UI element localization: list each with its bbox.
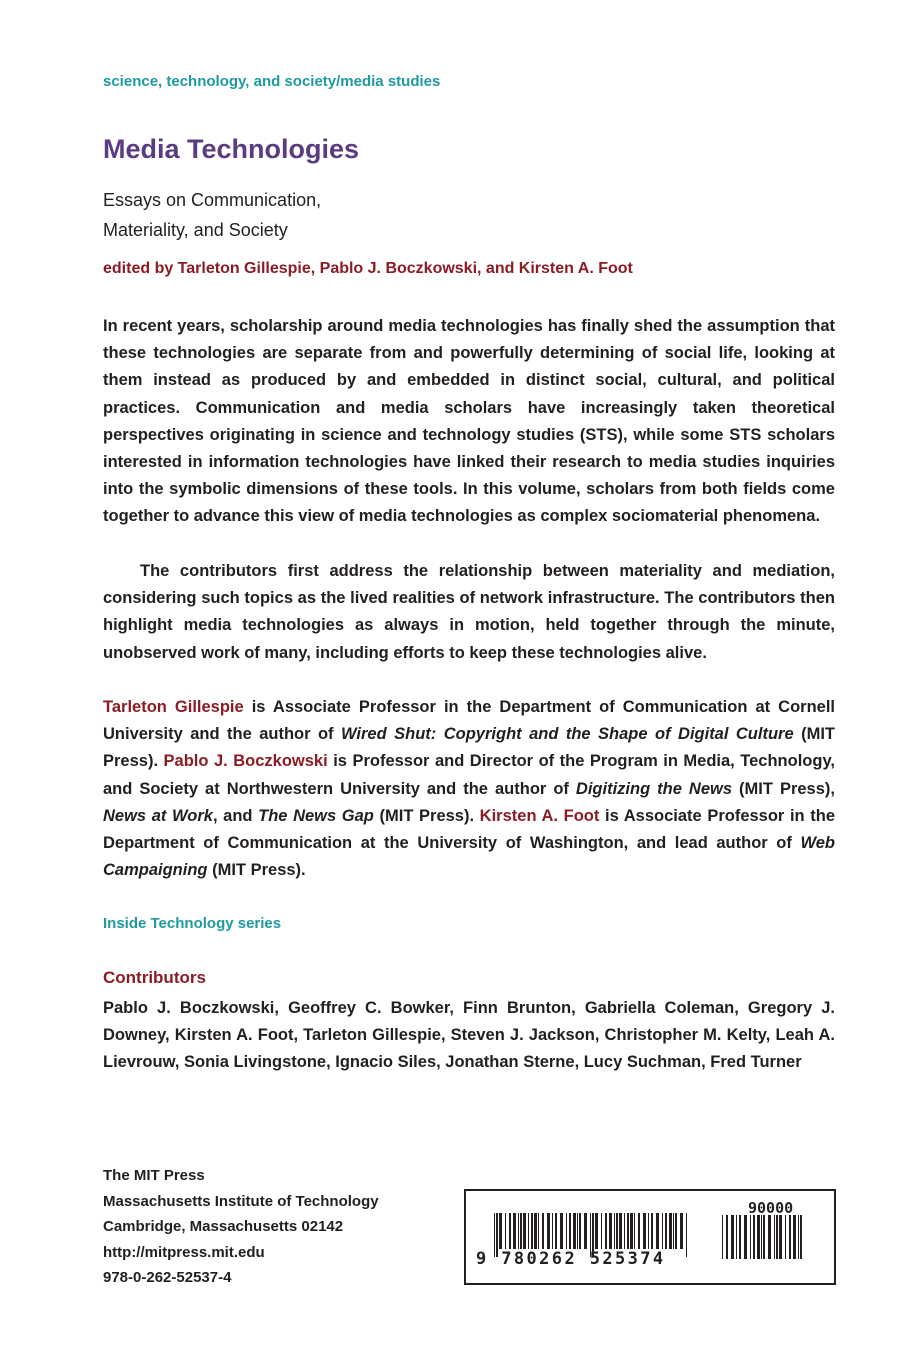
barcode-bar	[566, 1213, 567, 1249]
barcode-bar	[648, 1213, 649, 1249]
barcode-bar	[614, 1213, 615, 1249]
book-title-digitizing-news: Digitizing the News	[575, 779, 733, 798]
barcode-bar	[774, 1215, 775, 1259]
barcode-bar	[789, 1215, 791, 1259]
barcode-bar	[616, 1213, 618, 1249]
barcode-bar	[520, 1213, 522, 1249]
bio-name-gillespie: Tarleton Gillespie	[103, 698, 244, 716]
barcode-bar	[763, 1215, 765, 1259]
barcode-bar	[736, 1215, 737, 1259]
category-label: science, technology, and society/media studies	[103, 73, 441, 90]
publisher-institution: Massachusetts Institute of Technology	[103, 1192, 379, 1210]
bio-text: (MIT Press).	[103, 725, 835, 771]
barcode-bar	[560, 1213, 563, 1249]
barcode-bar	[601, 1213, 602, 1249]
barcode-bar	[798, 1215, 799, 1259]
barcode-bar	[686, 1213, 687, 1257]
barcode-bar	[569, 1213, 571, 1249]
barcode-bar	[499, 1213, 502, 1249]
barcode-bar	[573, 1213, 576, 1249]
barcode-bar	[518, 1213, 519, 1249]
bio-text: (MIT Press),	[732, 779, 835, 798]
barcode-bar	[753, 1215, 755, 1259]
bio-name-boczkowski: Pablo J. Boczkowski	[163, 752, 328, 771]
barcode-bar	[669, 1213, 672, 1249]
book-title-news-gap: The News Gap	[258, 806, 374, 825]
publisher-name: The MIT Press	[103, 1167, 205, 1184]
barcode-bar	[800, 1215, 802, 1259]
barcode-bar	[605, 1213, 607, 1249]
bio-text: , and	[212, 806, 259, 825]
barcode-bar	[595, 1213, 598, 1249]
bio-name-foot: Kirsten A. Foot	[479, 806, 600, 825]
barcode-bar	[761, 1215, 762, 1259]
isbn-barcode	[464, 1189, 836, 1285]
book-title-web-campaigning: Web Campaigning	[103, 834, 835, 880]
barcode-bar	[656, 1213, 659, 1249]
editors-line: edited by Tarleton Gillespie, Pablo J. Boczkowski, and Kirsten A. Foot	[103, 260, 633, 277]
book-title: Media Technologies	[103, 134, 360, 164]
barcode-bar	[552, 1213, 553, 1249]
series-label: Inside Technology series	[103, 915, 282, 932]
barcode-bar	[643, 1213, 646, 1249]
barcode-bar	[785, 1215, 786, 1259]
subtitle-line-2: Materiality, and Society	[103, 220, 288, 240]
contributors-heading: Contributors	[103, 968, 206, 987]
barcode-bar	[624, 1213, 625, 1249]
barcode-bar	[675, 1213, 677, 1249]
barcode-bar	[739, 1215, 741, 1259]
barcode-bar	[579, 1213, 581, 1249]
barcode-bar	[731, 1215, 734, 1259]
barcode-bar	[630, 1213, 633, 1249]
bio-text: is Professor and Director of the Program in Media, Technology, and Society at Northwestern University and the author of	[103, 752, 835, 798]
bio-text: is Associate Professor in the Department of Communication at the University of Washington, and lead author of	[103, 806, 835, 853]
isbn-text: 978-0-262-52537-4	[103, 1269, 232, 1286]
book-subtitle	[103, 185, 321, 245]
barcode-bar	[513, 1213, 516, 1249]
barcode-bar	[627, 1213, 629, 1249]
bio-text: is Associate Professor in the Department of Communication at Cornell University and the author of	[103, 698, 836, 744]
barcode-bar	[584, 1213, 587, 1249]
barcode-bar	[776, 1215, 778, 1259]
editor-bios	[103, 694, 835, 884]
barcode-bar	[547, 1213, 550, 1249]
contributors-list: Pablo J. Boczkowski, Geoffrey C. Bowker, Finn Brunton, Gabriella Coleman, Gregory J. Downey, Kirsten A. Foot, Tarleton Gillespie, Steven J. Jackson, Christopher M. Kelty, Leah A. Lievrouw, Sonia Livingstone, Ignacio Siles, Jonathan Sterne, Lucy Suchman, Fred Turner	[103, 999, 835, 1072]
barcode-bar	[779, 1215, 782, 1259]
barcode-bar	[534, 1213, 537, 1249]
barcode-bar	[768, 1215, 771, 1259]
barcode-bar	[651, 1213, 653, 1249]
description-paragraph-2: The contributors first address the relationship between materiality and mediation, considering such topics as the lived realities of network infrastructure. The contributors then highlight media technologies as always in motion, held together through the minute, unobserved work of many, including efforts to keep these technologies alive.	[103, 562, 835, 662]
barcode-price-code: 90000	[748, 1199, 794, 1217]
book-title-news-at-work: News at Work	[103, 806, 213, 825]
barcode-bar	[662, 1213, 663, 1249]
barcode-digits: 9 780262 525374	[476, 1249, 666, 1269]
barcode-bar	[750, 1215, 751, 1259]
barcode-bar	[793, 1215, 796, 1259]
barcode-bar	[609, 1213, 612, 1249]
barcode-bar	[757, 1215, 760, 1259]
book-title-wired-shut: Wired Shut: Copyright and the Shape of Digital Culture	[341, 725, 794, 744]
barcode-bar	[680, 1213, 683, 1249]
barcode-bar	[531, 1213, 533, 1249]
barcode-bar	[726, 1215, 728, 1259]
barcode-bar	[538, 1213, 539, 1249]
barcode-bar	[673, 1213, 674, 1249]
publisher-url: http://mitpress.mit.edu	[103, 1243, 265, 1261]
barcode-bar	[665, 1213, 667, 1249]
publisher-info	[103, 1163, 379, 1291]
bio-text: (MIT Press).	[207, 861, 306, 880]
barcode-bar	[505, 1213, 506, 1249]
subtitle-line-1: Essays on Communication,	[103, 190, 322, 210]
barcode-bar	[523, 1213, 526, 1249]
barcode-bar	[542, 1213, 544, 1249]
barcode-bar	[619, 1213, 622, 1249]
barcode-bar	[509, 1213, 511, 1249]
barcode-bar	[634, 1213, 635, 1249]
barcode-bar	[577, 1213, 578, 1249]
barcode-bar	[555, 1213, 557, 1249]
barcode-bar	[722, 1215, 723, 1259]
publisher-city: Cambridge, Massachusetts 02142	[103, 1218, 344, 1235]
description-paragraph-1: In recent years, scholarship around media technologies has finally shed the assumption that these technologies are separate from and powerfully determining of social life, looking at them instead as produced by and embedded in distinct social, cultural, and political practices. Communication and media scholars have increasingly taken theoretical perspectives originating in science and technology studies (STS), while some STS scholars interested in information technologies have linked their research to media studies inquiries into the symbolic dimensions of these tools. In this volume, scholars from both fields come together to advance this view of media technologies as complex sociomaterial phenomena.	[103, 317, 835, 526]
bio-text: (MIT Press).	[373, 806, 480, 825]
barcode-bar	[638, 1213, 640, 1249]
barcode-bar	[744, 1215, 747, 1259]
barcode-bar	[528, 1213, 529, 1249]
